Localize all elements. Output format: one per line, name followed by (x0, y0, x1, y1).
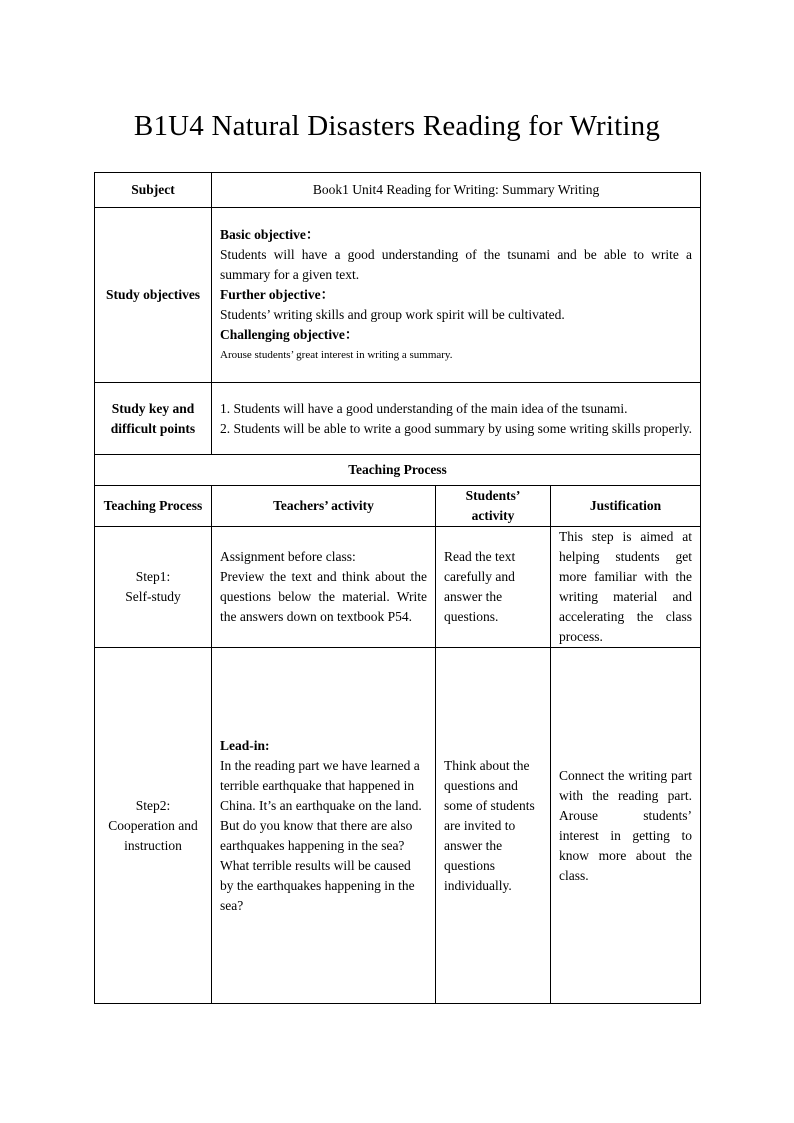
step2-justification: Connect the writing part with the reading part. Arouse students’ interest in getting to know more about the class. (551, 648, 701, 1004)
objectives-content (212, 208, 701, 383)
key-points-row (95, 383, 701, 455)
step1-cell (95, 527, 212, 648)
key-points-content (212, 383, 701, 455)
step2-teacher-text: In the reading part we have learned a terrible earthquake that happened in China. It’s an earthquake on the land. But do you know that there are also earthquakes happening in the sea? What terrible results will be caused by the earthquakes happening in the sea? (220, 757, 422, 913)
table-row-step2 (95, 648, 701, 1004)
column-header-row (95, 486, 701, 527)
basic-objective-text: Students will have a good understanding of the tsunami and be able to write a summary for a given text. (220, 247, 693, 282)
step1-teacher-label: Assignment before class: (220, 549, 356, 564)
column-header-teacher: Teachers’ activity (212, 486, 436, 527)
table-row-step1 (95, 527, 701, 648)
further-objective-label: Further objective： (220, 287, 335, 302)
challenging-objective-label: Challenging objective： (220, 327, 359, 342)
objectives-row (95, 208, 701, 383)
subject-label: Subject (95, 173, 212, 208)
lesson-plan-table (94, 172, 701, 1004)
process-heading: Teaching Process (95, 455, 701, 486)
step1-name: Self-study (125, 589, 181, 604)
basic-objective-label: Basic objective： (220, 227, 320, 242)
column-header-justification: Justification (551, 486, 701, 527)
key-points-label: Study key and difficult points (95, 383, 212, 455)
step1-number: Step1: (135, 569, 171, 584)
step1-teacher-activity (212, 527, 436, 648)
subject-row (95, 173, 701, 208)
key-point-1: 1. Students will have a good understanding of the main idea of the tsunami. (220, 400, 628, 416)
page-title: B1U4 Natural Disasters Reading for Writing (133, 110, 661, 142)
key-point-2: 2. Students will be able to write a good summary by using some writing skills properly. (220, 420, 692, 436)
step1-teacher-text: Preview the text and think about the questions below the material. Write the answers down on textbook P54. (220, 569, 427, 624)
step2-number: Step2: (135, 797, 171, 813)
process-heading-row (95, 455, 701, 486)
step2-student-activity: Think about the questions and some of students are invited to answer the questions individually. (436, 648, 551, 1004)
further-objective-text: Students’ writing skills and group work spirit will be cultivated. (220, 307, 565, 322)
objectives-label (95, 208, 212, 383)
step2-cell (95, 648, 212, 1004)
column-header-student: Students’ activity (436, 486, 551, 527)
step1-justification: This step is aimed at helping students get more familiar with the writing material and accelerating the class process. (551, 527, 701, 648)
step2-teacher-label: Lead-in: (220, 737, 270, 753)
challenging-objective-text: Arouse students’ great interest in writing a summary. (220, 349, 453, 361)
subject-value: Book1 Unit4 Reading for Writing: Summary Writing (212, 173, 701, 208)
step2-name: Cooperation and instruction (108, 817, 198, 853)
column-header-process: Teaching Process (95, 486, 212, 527)
step2-teacher-activity (212, 648, 436, 1004)
step1-student-activity: Read the text carefully and answer the questions. (436, 527, 551, 648)
objectives-label-text: Study objectives (105, 287, 201, 302)
